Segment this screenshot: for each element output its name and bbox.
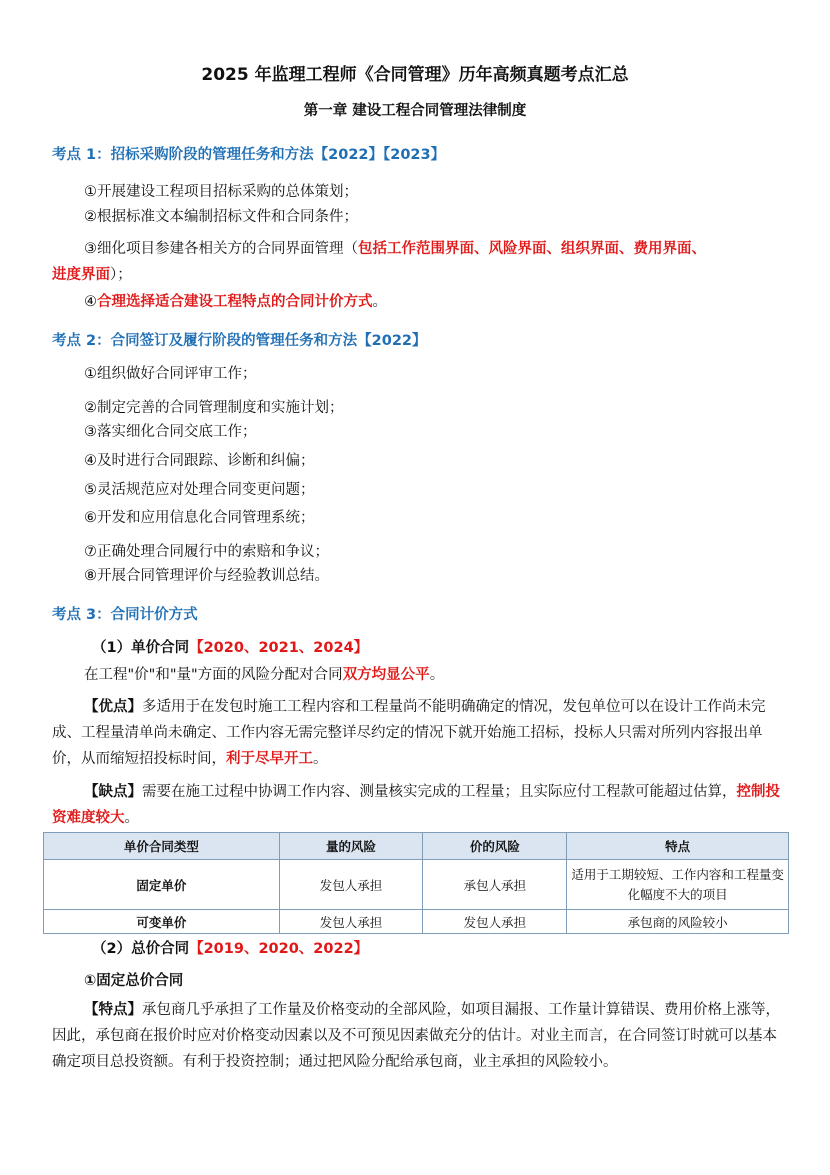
- features-paragraph: [52, 997, 787, 1075]
- k1-item: ②根据标准文本编制招标文件和合同条件；: [84, 209, 358, 225]
- k2-item: ⑦正确处理合同履行中的索赔和争议；: [84, 544, 329, 560]
- section-label: （1）单价合同: [92, 640, 190, 656]
- table-cell: 承包人承担: [423, 860, 567, 910]
- dis-text: 需要在施工过程中协调工作内容、测量核实完成的工程量；且实际应付工程款可能超过估算，: [142, 784, 737, 800]
- k3-heading: 考点 3：合同计价方式: [52, 607, 198, 623]
- section-label: （2）总价合同: [92, 941, 190, 957]
- feat-label: 【特点】: [84, 1002, 142, 1018]
- k2-item: ①组织做好合同评审工作；: [84, 366, 257, 382]
- k1-item-text: 。: [372, 294, 387, 310]
- unit-price-table: [43, 832, 789, 934]
- table-header: 单价合同类型: [44, 833, 280, 860]
- k2-item: ③落实细化合同交底工作；: [84, 424, 257, 440]
- fixed-lump-sum-subheading: ①固定总价合同: [84, 973, 184, 989]
- unit-risk-line: [84, 665, 444, 685]
- k1-item-highlight: 合理选择适合建设工程特点的合同计价方式: [97, 294, 373, 310]
- k2-item: ②制定完善的合同管理制度和实施计划；: [84, 400, 344, 416]
- section-years: 【2019、2020、2022】: [189, 941, 369, 957]
- table-row: [44, 910, 789, 934]
- table-cell: 发包人承担: [279, 860, 423, 910]
- k2-item: ⑤灵活规范应对处理合同变更问题；: [84, 482, 315, 498]
- table-cell: 固定单价: [44, 860, 280, 910]
- feat-text: 承包商几乎承担了工作量及价格变动的全部风险，如项目漏报、工作量计算错误、费用价格上涨等，因此，承包商在报价时应对价格变动因素以及不可预见因素做充分的估计。对业主而言，在合同签订时就可以基本确定项目总投资额。有利于投资控制；通过把风险分配给承包商，业主承担的风险较小。: [52, 1002, 780, 1070]
- k1-item-text: ）；: [110, 267, 132, 283]
- k1-item-cont: [52, 265, 132, 285]
- dis-highlight: 控制投资难度较大: [52, 784, 780, 826]
- adv-label: 【优点】: [84, 699, 142, 715]
- k1-item-text: ④: [84, 294, 97, 310]
- k2-item: ⑥开发和应用信息化合同管理系统；: [84, 510, 315, 526]
- adv-end: 。: [313, 751, 328, 767]
- adv-text: 多适用于在发包时施工工程内容和工程量尚不能明确确定的情况，发包单位可以在设计工作尚未完成、工程量清单尚未确定、工作内容无需完整详尽约定的情况下就开始施工招标，投标人只需对所列内容报出单价，从而缩短招投标时间，: [52, 699, 766, 767]
- k1-item: [84, 239, 706, 259]
- k1-item-text: ③细化项目参建各相关方的合同界面管理（: [84, 241, 358, 257]
- adv-highlight: 利于尽早开工: [226, 751, 313, 767]
- table-header: 量的风险: [279, 833, 423, 860]
- table-header: 特点: [567, 833, 789, 860]
- table-row: [44, 860, 789, 910]
- table-cell: 发包人承担: [423, 910, 567, 934]
- k3-section-unit: [92, 638, 368, 658]
- section-years: 【2020、2021、2024】: [189, 640, 369, 656]
- chapter-title: 第一章 建设工程合同管理法律制度: [303, 103, 527, 119]
- table-header-row: [44, 833, 789, 860]
- k2-item: ④及时进行合同跟踪、诊断和纠偏；: [84, 453, 315, 469]
- table-cell: 发包人承担: [279, 910, 423, 934]
- k1-heading: 考点 1：招标采购阶段的管理任务和方法【2022】【2023】: [52, 147, 446, 163]
- table-header: 价的风险: [423, 833, 567, 860]
- advantages-paragraph: [52, 694, 787, 772]
- k2-heading: 考点 2：合同签订及履行阶段的管理任务和方法【2022】: [52, 333, 427, 349]
- table-cell: 可变单价: [44, 910, 280, 934]
- dis-label: 【缺点】: [84, 784, 142, 800]
- risk-highlight: 双方均显公平: [342, 667, 430, 683]
- k1-item: ①开展建设工程项目招标采购的总体策划；: [84, 184, 358, 200]
- dis-end: 。: [124, 810, 139, 826]
- risk-text-end: 。: [429, 667, 445, 683]
- k1-item: [84, 292, 387, 312]
- table-cell: 适用于工期较短、工作内容和工程量变化幅度不大的项目: [567, 860, 789, 910]
- k2-item: ⑧开展合同管理评价与经验教训总结。: [84, 568, 329, 584]
- k1-item-highlight: 包括工作范围界面、风险界面、组织界面、费用界面、: [358, 241, 706, 257]
- table-cell: 承包商的风险较小: [567, 910, 789, 934]
- k3-section-lump: [92, 939, 368, 959]
- k1-item-highlight: 进度界面: [52, 267, 110, 283]
- risk-text: 在工程"价"和"量"方面的风险分配对合同: [84, 667, 343, 683]
- disadvantages-paragraph: [52, 779, 787, 831]
- page-title: 2025 年监理工程师《合同管理》历年高频真题考点汇总: [201, 65, 629, 85]
